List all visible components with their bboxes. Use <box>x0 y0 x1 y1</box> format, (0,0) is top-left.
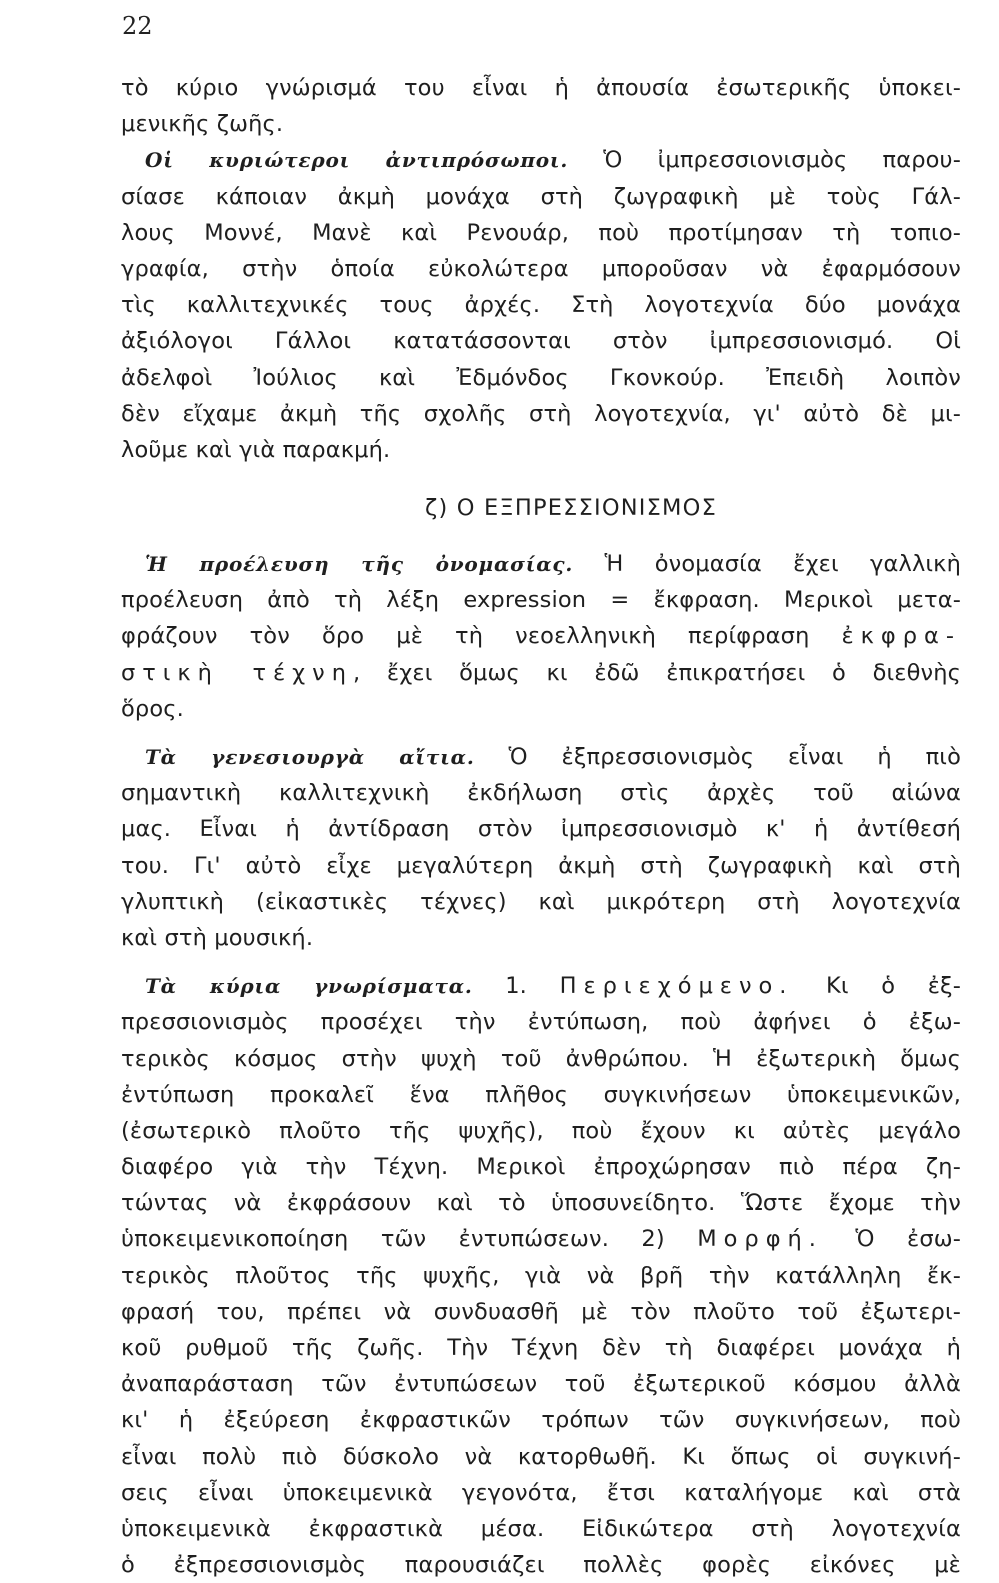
text-line: ἀναπαράσταση τῶν ἐντυπώσεων τοῦ ἐξωτερικοῦ κόσμου ἀλλὰ <box>121 1371 961 1398</box>
text-span: Ὁ ἐσω- <box>822 1226 961 1253</box>
text-line: σεις εἶναι ὑποκειμενικὰ γεγονότα, ἔτσι καταλήγομε καὶ στὰ <box>121 1479 961 1506</box>
text-line: δὲν εἴχαμε ἀκμὴ τῆς σχολῆς στὴ λογοτεχνία, γι' αὐτὸ δὲ μι- <box>121 400 961 427</box>
paragraph-start <box>121 968 961 1004</box>
text-line: ὅρος. <box>121 695 184 722</box>
text-line: σημαντικὴ καλλιτεχνικὴ ἐκδήλωση στὶς ἀρχὲς τοῦ αἰώνα <box>121 780 961 807</box>
text-line: ὁ ἐξπρεσσιονισμὸς παρουσιάζει πολλὲς φορὲς εἰκόνες μὲ <box>121 1552 961 1579</box>
section-run-in-heading: Ἡ προέλευση τῆς ὀνομασίας. <box>145 552 574 577</box>
text-span: φράζουν τὸν ὅρο μὲ τὴ νεοελληνικὴ περίφραση <box>121 623 842 650</box>
text-line: μας. Εἶναι ἡ ἀντίδραση στὸν ἰμπρεσσιονισμὸ κ' ἡ ἀντίθεσή <box>121 816 961 843</box>
text-span: Ὁ ἰμπρεσσιονισμὸς παρου- <box>568 147 961 174</box>
text-line: μενικῆς ζωῆς. <box>121 111 284 138</box>
text-line <box>121 655 961 691</box>
text-line: καὶ στὴ μουσική. <box>121 924 314 951</box>
spaced-term: στικὴ τέχνη <box>121 659 353 686</box>
text-line: γλυπτικὴ (εἰκαστικὲς τέχνες) καὶ μικρότερη στὴ λογοτεχνία <box>121 888 961 915</box>
text-line: πρεσσιονισμὸς προσέχει τὴν ἐντύπωση, ποὺ ἀφήνει ὁ ἐξω- <box>121 1009 961 1036</box>
text-span: Κι ὁ ἐξ- <box>793 973 961 1000</box>
spaced-term: Μορφή. <box>697 1226 823 1253</box>
text-line: προέλευση ἀπὸ τὴ λέξη expression = ἔκφραση. Μερικοὶ μετα- <box>121 587 961 614</box>
text-line: λους Μοννέ, Μανὲ καὶ Ρενουάρ, ποὺ προτίμησαν τὴ τοπιο- <box>121 219 961 246</box>
text-line: γραφία, στὴν ὁποία εὐκολώτερα μποροῦσαν νὰ ἐφαρμόσουν <box>121 255 961 282</box>
paragraph-start <box>121 546 961 582</box>
text-line <box>121 1221 961 1257</box>
text-line: του. Γι' αὐτὸ εἶχε μεγαλύτερη ἀκμὴ στὴ ζωγραφικὴ καὶ στὴ <box>121 852 961 879</box>
text-line <box>121 618 961 654</box>
spaced-term: Περιεχόμενο. <box>559 973 794 1000</box>
spaced-term: ἐκφρα- <box>841 623 961 650</box>
text-line: φρασή του, πρέπει νὰ συνδυασθῆ μὲ τὸν πλοῦτο τοῦ ἐξωτερι- <box>121 1298 961 1325</box>
text-line: ἀδελφοὶ Ἰούλιος καὶ Ἐδμόνδος Γκονκούρ. Ἐπειδὴ λοιπὸν <box>121 364 961 391</box>
text-line: εἶναι πολὺ πιὸ δύσκολο νὰ κατορθωθῆ. Κι ὅπως οἱ συγκινή- <box>121 1443 961 1470</box>
page-number: 22 <box>122 12 153 40</box>
text-line: τερικὸς πλοῦτος τῆς ψυχῆς, γιὰ νὰ βρῆ τὴν κατάλληλη ἔκ- <box>121 1262 961 1289</box>
text-line: λοῦμε καὶ γιὰ παρακμή. <box>121 436 391 463</box>
page-body <box>121 70 961 1583</box>
paragraph-start <box>121 142 961 178</box>
text-span: , ἔχει ὅμως κι ἐδῶ ἐπικρατήσει ὁ διεθνὴς <box>352 659 961 686</box>
section-run-in-heading: Τὰ κύρια γνωρίσματα. <box>145 974 473 999</box>
text-line: ἐντύπωση προκαλεῖ ἕνα πλῆθος συγκινήσεων ὑποκειμενικῶν, <box>121 1081 961 1108</box>
text-span: Ἡ ὀνομασία ἔχει γαλλικὴ <box>573 551 961 578</box>
text-line: ἀξιόλογοι Γάλλοι κατατάσσονται στὸν ἰμπρεσσιονισμό. Οἱ <box>121 328 961 355</box>
text-span: ὑποκειμενικοποίηση τῶν ἐντυπώσεων. 2) <box>121 1226 698 1253</box>
text-line: τερικὸς κόσμος στὴν ψυχὴ τοῦ ἀνθρώπου. Ἡ ἐξωτερικὴ ὅμως <box>121 1045 961 1072</box>
text-span: 1. <box>472 973 560 1000</box>
text-span: Ὁ ἐξπρεσσιονισμὸς εἶναι ἡ πιὸ <box>474 744 961 770</box>
section-run-in-heading: Οἱ κυριώτεροι ἀντιπρόσωποι. <box>145 148 569 173</box>
text-line: (ἐσωτερικὸ πλοῦτο τῆς ψυχῆς), ποὺ ἔχουν κι αὐτὲς μεγάλο <box>121 1117 961 1144</box>
paragraph-start <box>121 739 961 775</box>
text-line: κοῦ ρυθμοῦ τῆς ζωῆς. Τὴν Τέχνη δὲν τὴ διαφέρει μονάχα ἡ <box>121 1335 961 1361</box>
text-line: διαφέρο γιὰ τὴν Τέχνη. Μερικοὶ ἐπροχώρησαν πιὸ πέρα ζη- <box>121 1154 961 1181</box>
text-line: σίασε κάποιαν ἀκμὴ μονάχα στὴ ζωγραφικὴ μὲ τοὺς Γάλ- <box>121 183 961 210</box>
section-run-in-heading: Τὰ γενεσιουργὰ αἴτια. <box>145 745 475 769</box>
text-line: κι' ἡ ἐξεύρεση ἐκφραστικῶν τρόπων τῶν συγκινήσεων, ποὺ <box>121 1407 961 1434</box>
text-line: τὶς καλλιτεχνικές τους ἀρχές. Στὴ λογοτεχνία δύο μονάχα <box>121 292 961 319</box>
chapter-heading: ζ) Ο ΕΞΠΡΕΣΣΙΟΝΙΣΜΟΣ <box>425 495 717 522</box>
text-line: τὸ κύριο γνώρισμά του εἶναι ἡ ἀπουσία ἐσωτερικῆς ὑποκει- <box>121 75 961 101</box>
text-line: τώντας νὰ ἐκφράσουν καὶ τὸ ὑποσυνείδητο. Ὥστε ἔχομε τὴν <box>121 1190 961 1217</box>
text-line: ὑποκειμενικὰ ἐκφραστικὰ μέσα. Εἰδικώτερα στὴ λογοτεχνία <box>121 1515 961 1542</box>
